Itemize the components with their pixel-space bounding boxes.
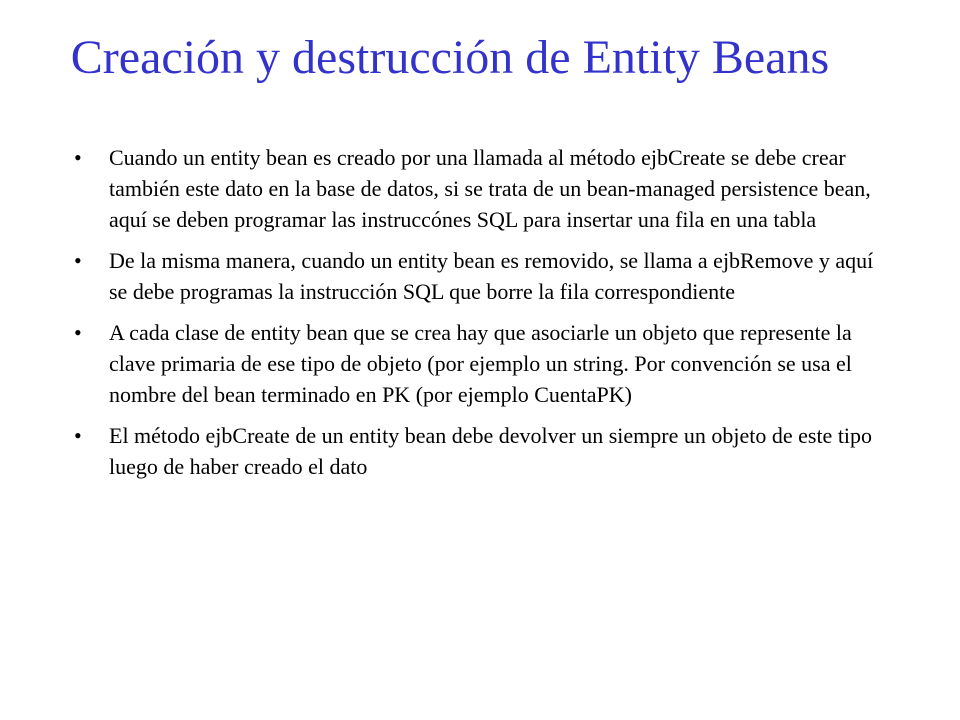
bullet-point-icon: •: [74, 248, 82, 273]
bullet-text: De la misma manera, cuando un entity bean es removido, se llama a ejbRemove y aquí se debe programas la instrucción SQL que borre la fila correspondiente: [109, 248, 874, 304]
bullet-item: [74, 245, 874, 307]
bullet-item: [74, 142, 874, 235]
bullet-text: El método ejbCreate de un entity bean debe devolver un siempre un objeto de este tipo luego de haber creado el dato: [109, 423, 873, 479]
bullet-item: [74, 420, 874, 482]
bullet-text: A cada clase de entity bean que se crea hay que asociarle un objeto que represente la clave primaria de ese tipo de objeto (por ejemplo un string. Por convención se usa el nombre del bean terminado en PK (por ejemplo CuentaPK): [109, 320, 852, 407]
bullet-point-icon: •: [74, 145, 82, 170]
slide-title: Creación y destrucción de Entity Beans: [70, 31, 830, 84]
bullet-item: [74, 317, 874, 410]
bullet-point-icon: •: [74, 423, 82, 448]
bullet-text: Cuando un entity bean es creado por una llamada al método ejbCreate se debe crear también este dato en la base de datos, si se trata de un bean-managed persistence bean, aquí se deben programar las instruccónes SQL para insertar una fila en una tabla: [109, 145, 871, 232]
bullet-point-icon: •: [74, 320, 82, 345]
bullet-list: [74, 142, 874, 492]
